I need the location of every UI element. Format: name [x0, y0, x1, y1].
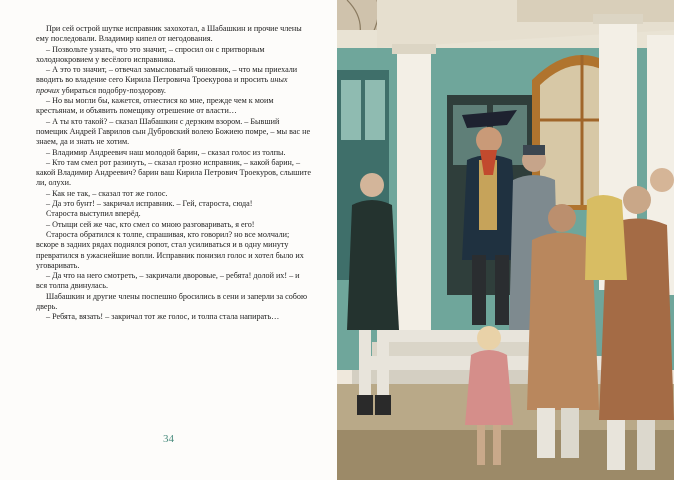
paragraph: [36, 65, 312, 96]
crowd-at-manor-illustration: [337, 0, 674, 480]
paragraph: – А ты кто такой? – сказал Шабашкин с дерзким взором. – Бывший помещик Андрей Гаврилов сын Дубровский волею Божиею помре, – мы вас не знаем, да и знать не хотим.: [36, 116, 311, 147]
page-number: 34: [163, 433, 174, 445]
paragraph-text: убираться подобру-поздорову.: [59, 85, 166, 95]
paragraph-text: – А это то значит, – отвечал замысловатый чиновник, – что мы приехали вводить во владение сего Кирила Петровича Троекурова и просить: [36, 65, 298, 85]
illustration-page: [337, 0, 674, 480]
paragraph: Староста обратился к толпе, спрашивая, кто говорил? но все молчали; вскоре в задних рядах поднялся ропот, стал усиливаться и в одну минуту превратился в ужаснейшие вопли. Исправник понизил голос и хотел было их уговаривать.: [36, 229, 304, 270]
paragraph: – Но вы могли бы, кажется, отнестися ко мне, прежде чем к моим крестьянам, и объявить помещику отрешение от власти…: [36, 96, 274, 116]
paragraph: – Кто там смел рот разинуть, – сказал грозно исправник, – какой барин, – какой Владимир Андреевич? барин ваш Кирила Петрович Троекуров, слышите ли, олухи.: [36, 157, 311, 188]
paragraph: – Да это бунт! – закричал исправник. – Гей, староста, сюда!: [46, 199, 253, 209]
paragraph: – Как не так, – сказал тот же голос.: [46, 188, 168, 198]
paragraph: – Позвольте узнать, что это значит, – спросил он с притворным холоднокровием у весёлого исправника.: [36, 44, 265, 64]
paragraph: – Ребята, вязать! – закричал тот же голос, и толпа стала напирать…: [46, 312, 280, 322]
paragraph: При сей острой шутке исправник захохотал, а Шабашкин и прочие члены ему последовали. Владимир кипел от негодования.: [36, 24, 302, 44]
paragraph: Староста выступил вперёд.: [46, 209, 141, 219]
paragraph: – Владимир Андреевич наш молодой барин, – сказал голос из толпы.: [46, 147, 286, 157]
story-text: [36, 24, 312, 323]
paragraph: Шабашкин и другие члены поспешно бросились в сени и заперли за собою дверь.: [36, 291, 308, 312]
emphasized-text: иных прочих: [36, 75, 288, 95]
paragraph: – Отыщи сей же час, кто смел со мною разговаривать, я его!: [46, 219, 255, 229]
paragraph: – Да что на него смотреть, – закричали дворовые, – ребята! долой их! – и вся толпа двинулась.: [36, 271, 300, 291]
